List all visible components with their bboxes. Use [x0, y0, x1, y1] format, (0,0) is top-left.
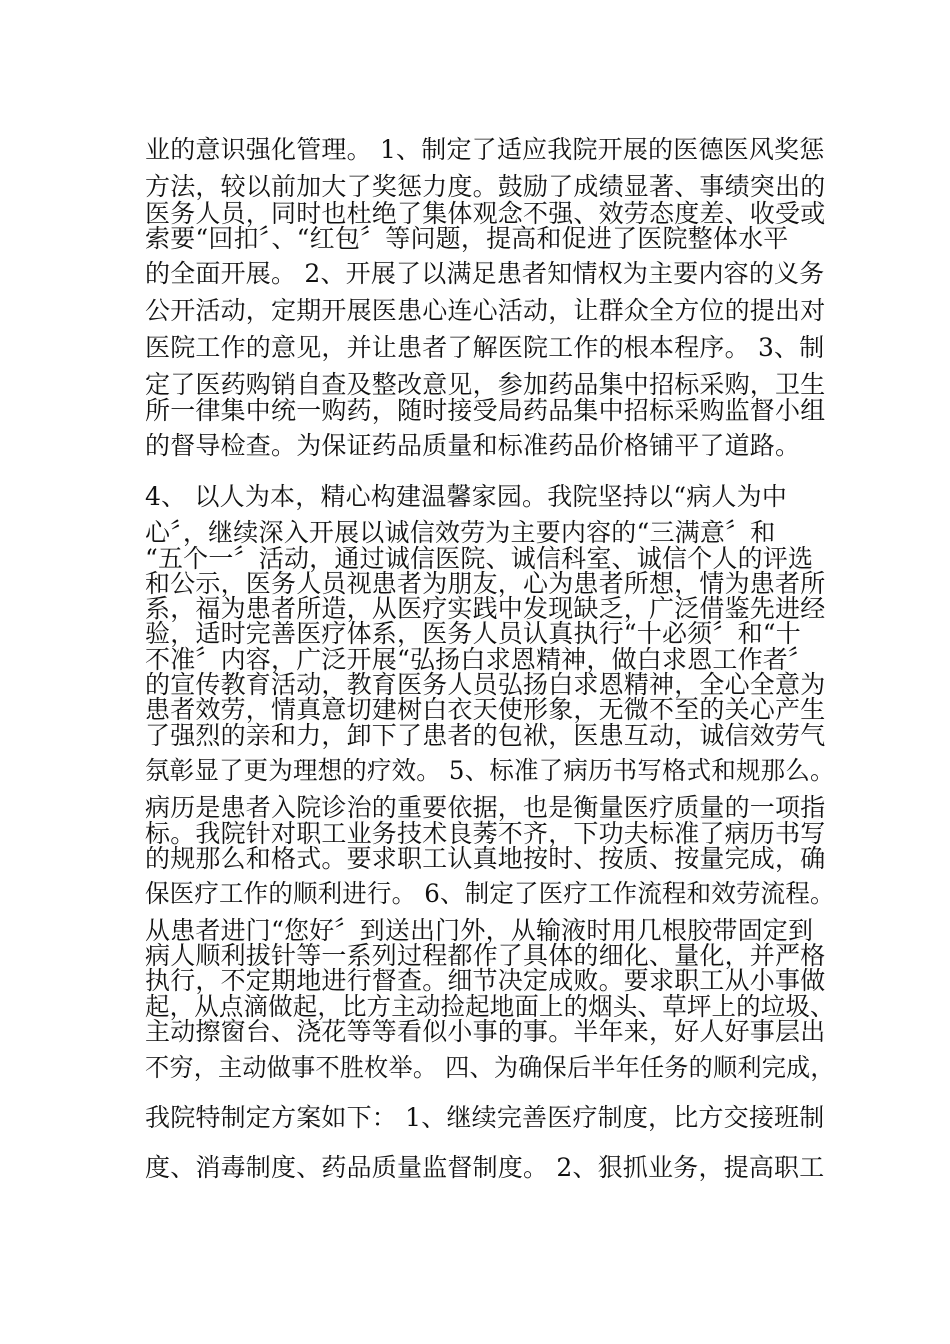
- text-line: 所一律集中统一购药，随时接受局药品集中招标采购监督小组: [145, 396, 826, 425]
- text-line: 4、 以人为本，精心构建温馨家园。我院坚持以“病人为中: [145, 482, 788, 511]
- text-line: 主动擦窗台、浇花等等看似小事的事。半年来，好人好事层出: [145, 1017, 826, 1046]
- text-line: 保医疗工作的顺利进行。 6、制定了医疗工作流程和效劳流程。: [145, 879, 835, 908]
- text-line: 医务人员，同时也杜绝了集体观念不强、效劳态度差、收受或: [145, 199, 826, 228]
- text-line: “五个一〞活动，通过诚信医院、诚信科室、诚信个人的评选: [145, 544, 814, 573]
- text-line: 索要“回扣〞、“红包〞等问题，提高和促进了医院整体水平: [145, 224, 789, 253]
- text-line: 氛彰显了更为理想的疗效。 5、标准了病历书写格式和规那么。: [145, 756, 835, 785]
- text-line: 不穷，主动做事不胜枚举。 四、为确保后半年任务的顺利完成，: [145, 1053, 835, 1082]
- text-line: 定了医药购销自查及整改意见，参加药品集中招标采购，卫生: [145, 370, 826, 399]
- text-line: 公开活动，定期开展医患心连心活动，让群众全方位的提出对: [145, 296, 826, 325]
- text-line: 方法，较以前加大了奖惩力度。鼓励了成绩显著、事绩突出的: [145, 172, 826, 201]
- text-line: 的规那么和格式。要求职工认真地按时、按质、按量完成，确: [145, 844, 826, 873]
- text-line: 的宣传教育活动，教育医务人员弘扬白求恩精神，全心全意为: [145, 670, 826, 699]
- text-line: 起，从点滴做起，比方主动捡起地面上的烟头、草坪上的垃圾、: [145, 992, 835, 1021]
- text-line: 医院工作的意见，并让患者了解医院工作的根本程序。 3、制: [145, 333, 825, 362]
- text-line: 度、消毒制度、药品质量监督制度。 2、狠抓业务，提高职工: [145, 1153, 825, 1182]
- text-line: 心〞，继续深入开展以诚信效劳为主要内容的“三满意〞和: [145, 518, 776, 547]
- text-line: 的督导检查。为保证药品质量和标准药品价格铺平了道路。: [145, 431, 801, 460]
- text-line: 病历是患者入院诊治的重要依据，也是衡量医疗质量的一项指: [145, 793, 826, 822]
- text-line: 执行，不定期地进行督查。细节决定成败。要求职工从小事做: [145, 966, 826, 995]
- text-line: 验，适时完善医疗体系，医务人员认真执行“十必须〞和“十: [145, 619, 801, 648]
- text-line: 患者效劳，情真意切建树白衣天使形象，无微不至的关心产生: [145, 695, 826, 724]
- text-line: 了强烈的亲和力，卸下了患者的包袱，医患互动，诚信效劳气: [145, 721, 826, 750]
- text-line: 业的意识强化管理。 1、制定了适应我院开展的医德医风奖惩: [145, 135, 825, 164]
- text-line: 病人顺利拔针等一系列过程都作了具体的细化、量化，并严格: [145, 941, 826, 970]
- text-line: 从患者进门“您好〞到送出门外，从输液时用几根胶带固定到: [145, 916, 814, 945]
- text-line: 的全面开展。 2、开展了以满足患者知情权为主要内容的义务: [145, 259, 825, 288]
- text-line: 标。我院针对职工业务技术良莠不齐，下功夫标准了病历书写: [145, 819, 826, 848]
- text-line: 不准〞内容，广泛开展“弘扬白求恩精神，做白求恩工作者〞: [145, 645, 814, 674]
- text-line: 系，福为患者所造，从医疗实践中发现缺乏，广泛借鉴先进经: [145, 594, 826, 623]
- text-line: 和公示，医务人员视患者为朋友，心为患者所想，情为患者所: [145, 569, 826, 598]
- text-line: 我院特制定方案如下： 1、继续完善医疗制度，比方交接班制: [145, 1103, 825, 1132]
